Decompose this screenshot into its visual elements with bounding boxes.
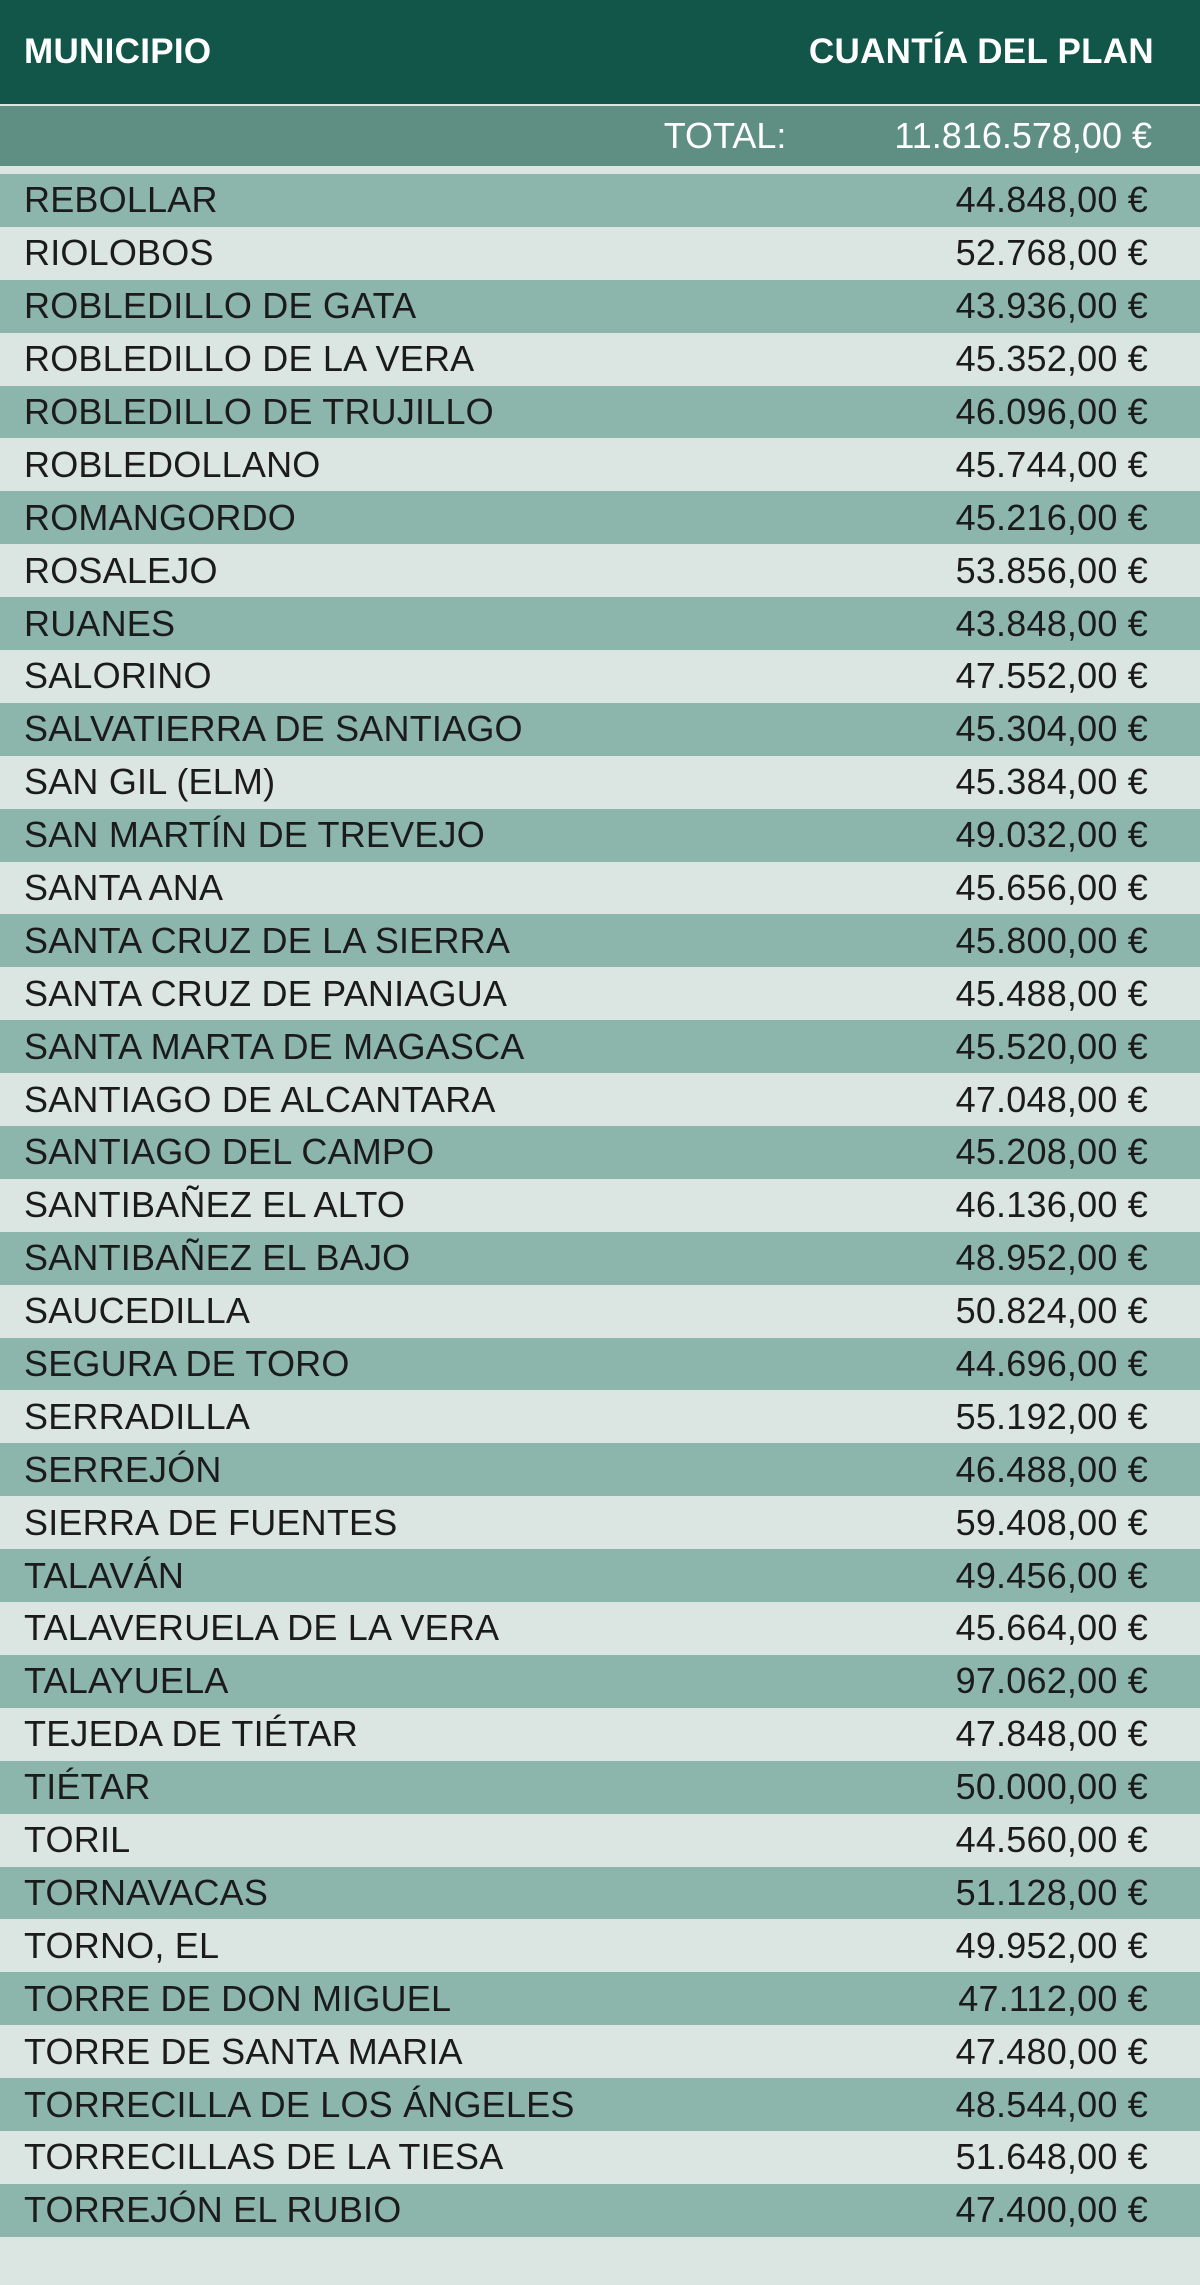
column-header-municipio: MUNICIPIO	[24, 32, 212, 71]
cuantia-cell: 45.488,00 €	[955, 972, 1148, 1014]
total-label: TOTAL:	[663, 115, 787, 156]
table-row	[0, 1020, 1200, 1073]
municipio-cell: ROBLEDOLLANO	[24, 443, 321, 485]
table-row	[0, 1919, 1200, 1972]
municipio-cell: TORNAVACAS	[24, 1871, 269, 1913]
table-row	[0, 1602, 1200, 1655]
cuantia-cell: 59.408,00 €	[955, 1501, 1148, 1543]
table-row	[0, 2078, 1200, 2131]
cuantia-cell: 45.800,00 €	[955, 919, 1148, 961]
table-row	[0, 2025, 1200, 2078]
table-row	[0, 1867, 1200, 1920]
cuantia-cell: 52.768,00 €	[955, 232, 1148, 274]
cuantia-cell: 46.096,00 €	[955, 391, 1148, 432]
table-row	[0, 1179, 1200, 1232]
cuantia-cell: 49.032,00 €	[955, 814, 1148, 856]
total-row	[0, 104, 1200, 168]
cuantia-cell: 51.648,00 €	[955, 2136, 1148, 2178]
municipio-cell: SAUCEDILLA	[24, 1290, 251, 1332]
municipio-cell: SANTIBAÑEZ EL BAJO	[24, 1237, 411, 1279]
municipio-cell: RUANES	[24, 602, 176, 644]
table-row	[0, 914, 1200, 967]
cuantia-cell: 44.848,00 €	[955, 179, 1148, 221]
municipio-cell: TORRE DE SANTA MARIA	[24, 2030, 463, 2072]
municipio-cell: TIÉTAR	[24, 1766, 151, 1808]
municipio-cell: ROBLEDILLO DE TRUJILLO	[24, 391, 494, 432]
table-row	[0, 1073, 1200, 1126]
municipio-cell: SANTIAGO DEL CAMPO	[24, 1131, 435, 1173]
cuantia-cell: 45.208,00 €	[955, 1131, 1148, 1173]
cuantia-cell: 51.128,00 €	[955, 1871, 1148, 1913]
table-body	[0, 174, 1200, 2237]
cuantia-cell: 47.400,00 €	[955, 2189, 1148, 2231]
municipio-cell: SALORINO	[24, 655, 212, 697]
table-row	[0, 174, 1200, 227]
cuantia-cell: 47.480,00 €	[955, 2030, 1148, 2072]
total-value: 11.816.578,00 €	[894, 115, 1152, 156]
municipio-cell: ROSALEJO	[24, 549, 218, 591]
table-row	[0, 1814, 1200, 1867]
cuantia-cell: 44.696,00 €	[955, 1343, 1148, 1385]
cuantia-cell: 49.952,00 €	[955, 1924, 1148, 1966]
cuantia-cell: 45.352,00 €	[955, 338, 1148, 380]
table-row	[0, 438, 1200, 491]
cuantia-cell: 47.552,00 €	[955, 655, 1148, 697]
municipio-cell: REBOLLAR	[24, 179, 218, 221]
cuantia-cell: 46.136,00 €	[955, 1184, 1148, 1226]
municipio-cell: SANTA CRUZ DE LA SIERRA	[24, 919, 511, 961]
cuantia-cell: 55.192,00 €	[955, 1395, 1148, 1437]
table-row	[0, 227, 1200, 280]
table-row	[0, 1390, 1200, 1443]
cuantia-cell: 47.048,00 €	[955, 1078, 1148, 1120]
cuantia-cell: 50.824,00 €	[955, 1290, 1148, 1332]
municipio-cell: SANTA CRUZ DE PANIAGUA	[24, 972, 508, 1014]
table-row	[0, 333, 1200, 386]
municipio-cell: SERRADILLA	[24, 1395, 251, 1437]
municipio-cell: SERREJÓN	[24, 1448, 222, 1490]
municipio-cell: RIOLOBOS	[24, 232, 214, 274]
municipio-cell: SANTA MARTA DE MAGASCA	[24, 1025, 525, 1067]
table-row	[0, 597, 1200, 650]
cuantia-cell: 53.856,00 €	[955, 549, 1148, 591]
cuantia-cell: 44.560,00 €	[955, 1819, 1148, 1861]
table-row	[0, 756, 1200, 809]
cuantia-cell: 45.656,00 €	[955, 867, 1148, 909]
cuantia-cell: 45.664,00 €	[955, 1607, 1148, 1649]
municipio-cell: TORRECILLAS DE LA TIESA	[24, 2136, 504, 2178]
table-row	[0, 809, 1200, 862]
cuantia-cell: 50.000,00 €	[955, 1766, 1148, 1808]
table-row	[0, 1126, 1200, 1179]
table-row	[0, 1285, 1200, 1338]
table-row	[0, 650, 1200, 703]
municipio-cell: TORNO, EL	[24, 1924, 220, 1966]
municipio-cell: TALAVERUELA DE LA VERA	[24, 1607, 500, 1649]
cuantia-cell: 49.456,00 €	[955, 1554, 1148, 1596]
municipio-cell: TEJEDA DE TIÉTAR	[24, 1713, 358, 1755]
cuantia-cell: 43.936,00 €	[955, 285, 1148, 327]
municipio-cell: ROBLEDILLO DE GATA	[24, 285, 417, 327]
cuantia-cell: 47.848,00 €	[955, 1713, 1148, 1755]
table-row	[0, 544, 1200, 597]
table-row	[0, 280, 1200, 333]
table-row	[0, 967, 1200, 1020]
municipio-cell: TORIL	[24, 1819, 131, 1861]
municipio-cell: TORRECILLA DE LOS ÁNGELES	[24, 2083, 575, 2125]
table-row	[0, 1496, 1200, 1549]
municipio-cell: SALVATIERRA DE SANTIAGO	[24, 708, 523, 750]
table-row	[0, 1761, 1200, 1814]
table-row	[0, 703, 1200, 756]
municipio-cell: SAN GIL (ELM)	[24, 761, 276, 803]
municipio-cell: SIERRA DE FUENTES	[24, 1501, 398, 1543]
table-row	[0, 1708, 1200, 1761]
municipio-cell: TALAYUELA	[24, 1660, 229, 1702]
cuantia-cell: 97.062,00 €	[955, 1660, 1148, 1702]
table-row	[0, 1655, 1200, 1708]
cuantia-cell: 48.544,00 €	[955, 2083, 1148, 2125]
table-row	[0, 2131, 1200, 2184]
cuantia-cell: 45.520,00 €	[955, 1025, 1148, 1067]
municipio-cell: SANTA ANA	[24, 867, 224, 909]
table-row	[0, 491, 1200, 544]
table-row	[0, 1232, 1200, 1285]
table-row	[0, 1549, 1200, 1602]
municipio-cell: ROMANGORDO	[24, 496, 296, 538]
municipio-cell: SAN MARTÍN DE TREVEJO	[24, 814, 485, 856]
cuantia-cell: 45.216,00 €	[955, 496, 1148, 538]
cuantia-cell: 43.848,00 €	[955, 602, 1148, 644]
municipio-cell: TORRE DE DON MIGUEL	[24, 1977, 452, 2019]
table-row	[0, 1338, 1200, 1391]
municipio-cell: SEGURA DE TORO	[24, 1343, 350, 1385]
table-row	[0, 862, 1200, 915]
municipio-cell: ROBLEDILLO DE LA VERA	[24, 338, 475, 380]
cuantia-cell: 45.304,00 €	[955, 708, 1148, 750]
column-header-cuantia: CUANTÍA DEL PLAN	[808, 32, 1154, 71]
municipio-cell: SANTIAGO DE ALCANTARA	[24, 1078, 496, 1120]
cuantia-cell: 46.488,00 €	[955, 1448, 1148, 1490]
municipio-cell: SANTIBAÑEZ EL ALTO	[24, 1184, 406, 1226]
cuantia-cell: 45.744,00 €	[955, 443, 1148, 485]
cuantia-cell: 48.952,00 €	[955, 1237, 1148, 1279]
cuantia-cell: 47.112,00 €	[958, 1977, 1148, 2019]
municipio-cell: TALAVÁN	[24, 1554, 185, 1596]
municipio-cell: TORREJÓN EL RUBIO	[24, 2189, 402, 2231]
table-row	[0, 1972, 1200, 2025]
table-row	[0, 2184, 1200, 2237]
table-row	[0, 1443, 1200, 1496]
cuantia-cell: 45.384,00 €	[955, 761, 1148, 803]
table-header	[0, 0, 1200, 104]
table-row	[0, 386, 1200, 439]
